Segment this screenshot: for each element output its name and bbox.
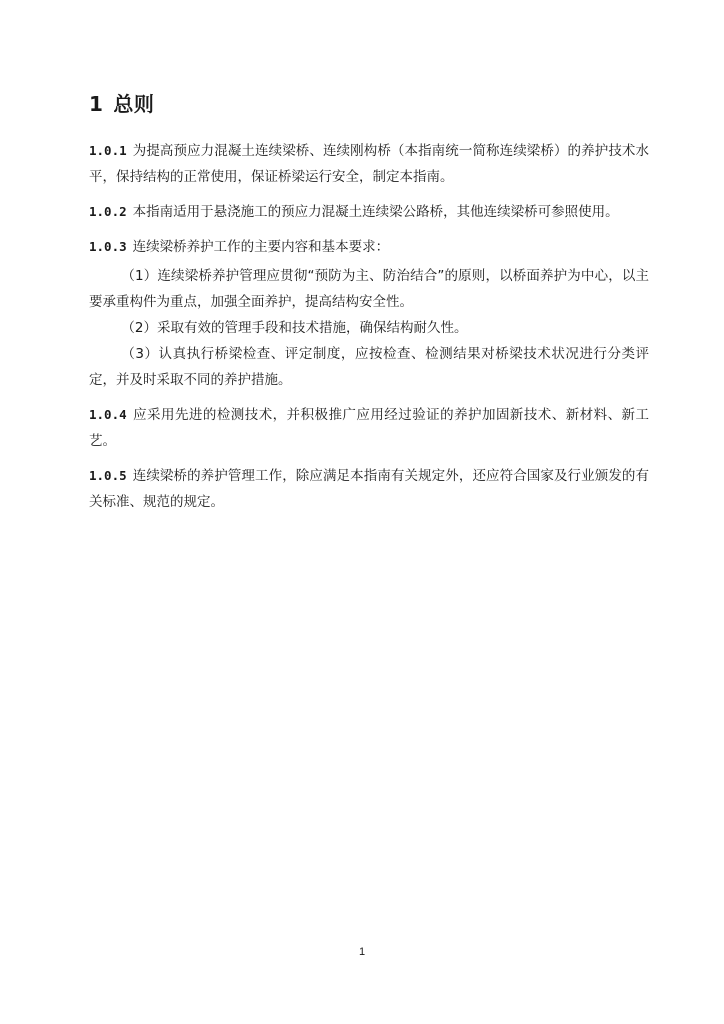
clause-text: 为提高预应力混凝土连续梁桥、连续刚构桥（本指南统一简称连续梁桥）的养护技术水平，保持结构的正常使用，保证桥梁运行安全，制定本指南。 bbox=[89, 143, 649, 185]
list-item: （3）认真执行桥梁检查、评定制度，应按检查、检测结果对桥梁技术状况进行分类评定，并及时采取不同的养护措施。 bbox=[89, 346, 649, 388]
clause-text: 连续梁桥的养护管理工作，除应满足本指南有关规定外，还应符合国家及行业颁发的有关标准、规范的规定。 bbox=[89, 468, 649, 510]
clause-text: 应采用先进的检测技术，并积极推广应用经过验证的养护加固新技术、新材料、新工艺。 bbox=[89, 407, 649, 449]
clause-number: 1.0.3 bbox=[89, 239, 127, 254]
list-item: （2）采取有效的管理手段和技术措施，确保结构耐久性。 bbox=[121, 320, 468, 336]
clause-number: 1.0.1 bbox=[89, 143, 127, 158]
clause-text: 连续梁桥养护工作的主要内容和基本要求： bbox=[132, 239, 390, 255]
clause-text: 本指南适用于悬浇施工的预应力混凝土连续梁公路桥，其他连续梁桥可参照使用。 bbox=[132, 204, 619, 220]
clause-1-0-3 bbox=[89, 234, 649, 260]
clause-1-0-5 bbox=[89, 463, 649, 515]
chapter-heading bbox=[89, 88, 154, 117]
list-item: （1）连续梁桥养护管理应贯彻“预防为主、防治结合”的原则，以桥面养护为中心，以主要承重构件为重点，加强全面养护，提高结构安全性。 bbox=[89, 268, 649, 310]
chapter-number: 1 bbox=[89, 92, 104, 116]
clause-number: 1.0.4 bbox=[89, 407, 127, 422]
clause-1-0-2 bbox=[89, 199, 649, 225]
clause-1-0-1 bbox=[89, 138, 649, 190]
clause-1-0-4 bbox=[89, 402, 649, 454]
chapter-title: 总则 bbox=[113, 92, 155, 116]
page-number: 1 bbox=[358, 946, 366, 958]
document-body bbox=[89, 138, 649, 524]
clause-number: 1.0.2 bbox=[89, 204, 127, 219]
clause-number: 1.0.5 bbox=[89, 468, 127, 483]
requirement-list bbox=[89, 263, 649, 393]
